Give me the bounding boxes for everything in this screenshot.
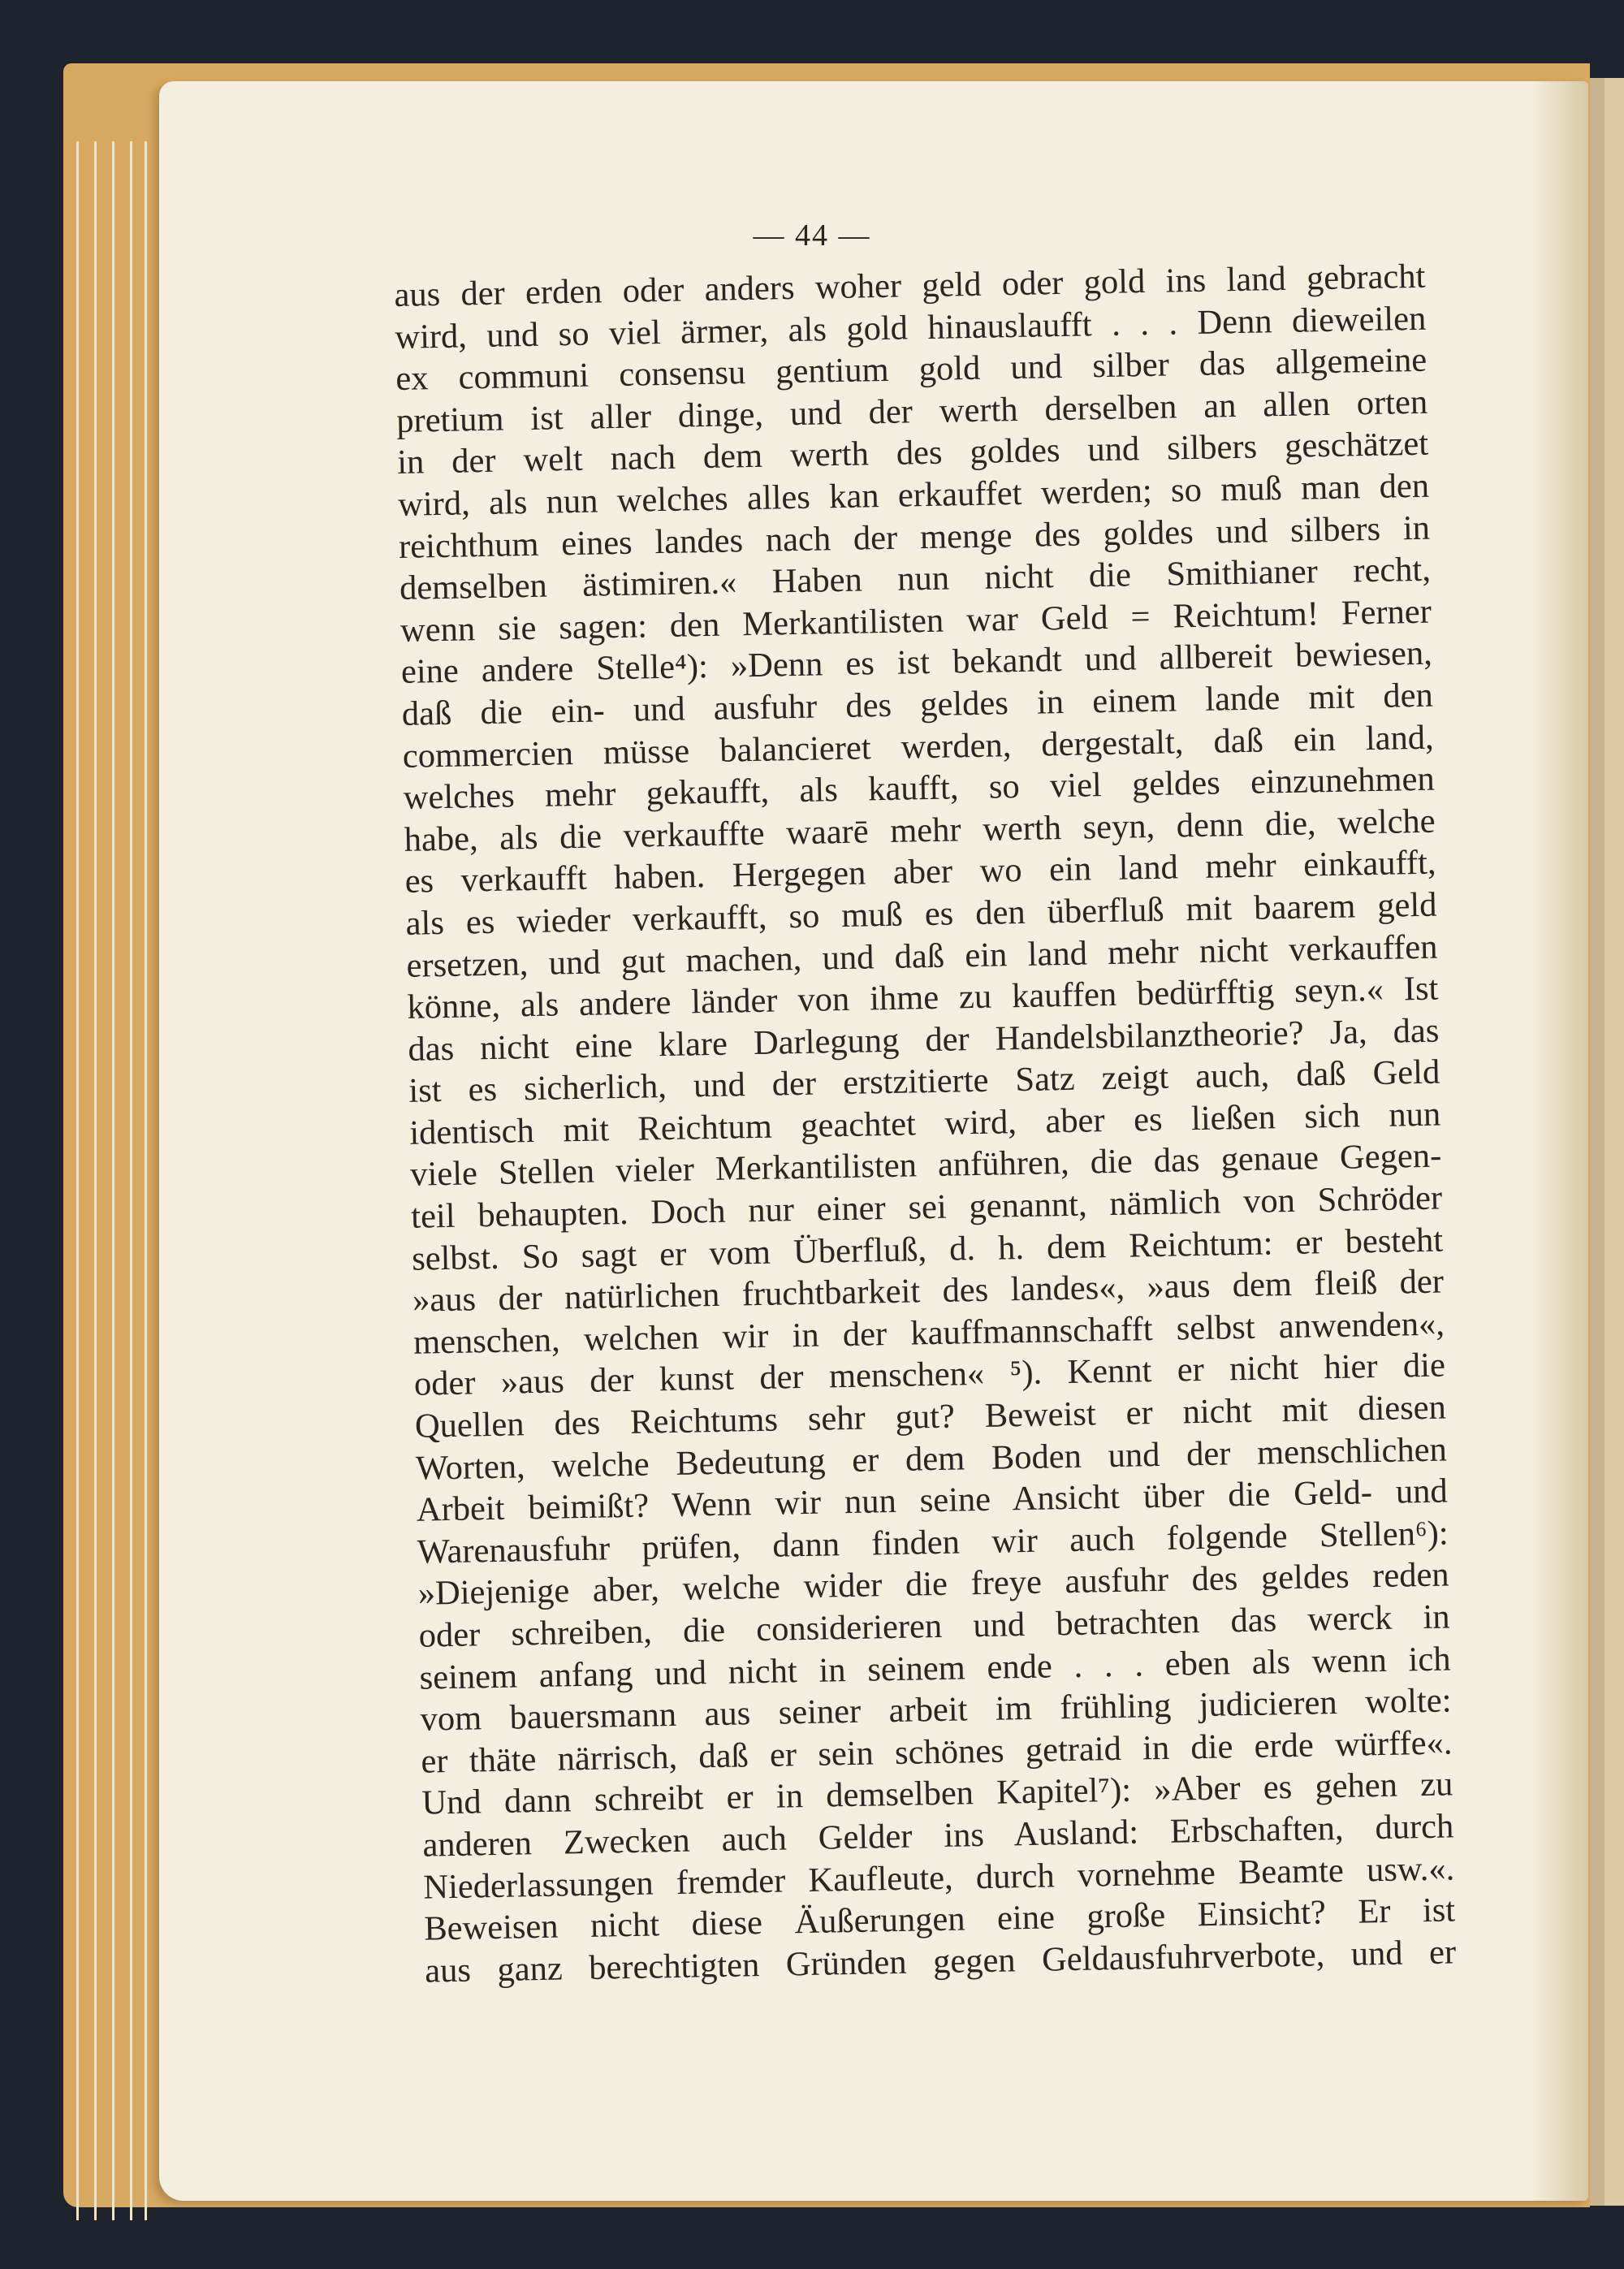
text-line: aus der erden oder anders woher geld oder gold ins land gebracht xyxy=(394,257,1426,314)
text-line: seinem anfang und nicht in seinem ende . . . eben als wenn ich xyxy=(419,1640,1451,1697)
text-line: wird, als nun welches alles kan erkauffet werden; so muß man den xyxy=(397,466,1430,524)
text-line: könne, als andere länder von ihme zu kauffen bedürfftig seyn.« Ist xyxy=(407,969,1439,1026)
text-line: Worten, welche Bedeutung er dem Boden und der menschlichen xyxy=(415,1430,1448,1488)
text-line: ist es sicherlich, und der erstzitierte Satz zeigt auch, daß Geld xyxy=(408,1052,1440,1111)
text-line: pretium ist aller dinge, und der werth derselben an allen orten xyxy=(395,382,1428,440)
text-line: Beweisen nicht diese Äußerungen eine große Einsicht? Er ist xyxy=(423,1891,1456,1948)
text-line: vom bauersmann aus seiner arbeit im frühling judicieren wolte: xyxy=(420,1681,1452,1739)
text-line: demselben ästimiren.« Haben nun nicht die Smithianer recht, xyxy=(399,550,1432,608)
text-line: reichthum eines landes nach der menge des goldes und silbers in xyxy=(398,508,1431,566)
text-line: menschen, welchen wir in der kauffmannschafft selbst anwenden«, xyxy=(412,1304,1445,1362)
text-line: das nicht eine klare Darlegung der Handelsbilanztheorie? Ja, das xyxy=(408,1011,1440,1069)
text-line: identisch mit Reichtum geachtet wird, aber es ließen sich nun xyxy=(408,1095,1441,1152)
text-line: Niederlassungen fremder Kaufleute, durch vornehme Beamte usw.«. xyxy=(422,1848,1455,1907)
gutter-shadow xyxy=(1531,81,1588,2201)
page-edge-line xyxy=(112,141,114,2220)
page-number-header: — 44 — xyxy=(753,218,871,253)
text-line: wird, und so viel ärmer, als gold hinauslaufft . . . Denn dieweilen xyxy=(394,299,1427,357)
text-line: anderen Zwecken auch Gelder ins Ausland: Erbschaften, durch xyxy=(422,1807,1454,1865)
text-line: aus ganz berechtigten Gründen gegen Geldausfuhrverbote, und er xyxy=(424,1933,1457,1990)
text-line: es verkaufft haben. Hergegen aber wo ein land mehr einkaufft, xyxy=(404,843,1436,901)
page-edge-line xyxy=(145,141,147,2220)
page-edge-line xyxy=(130,141,132,2220)
text-line: ex communi consensu gentium gold und silber das allgemeine xyxy=(395,340,1427,399)
text-line: Quellen des Reichtums sehr gut? Beweist er nicht mit diesen xyxy=(414,1388,1447,1446)
text-line: »aus der natürlichen fruchtbarkeit des landes«, »aus dem fleiß der xyxy=(412,1262,1445,1320)
text-line: als es wieder verkaufft, so muß es den überfluß mit baarem geld xyxy=(405,885,1437,943)
text-line: Warenausfuhr prüfen, dann finden wir auch folgende Stellen⁶): xyxy=(417,1514,1449,1571)
text-line: selbst. So sagt er vom Überfluß, d. h. dem Reichtum: er besteht xyxy=(411,1221,1444,1278)
text-line: er thäte närrisch, daß er sein schönes getraid in die erde würffe«. xyxy=(421,1723,1453,1781)
text-line: eine andere Stelle⁴): »Denn es ist bekandt und allbereit bewiesen, xyxy=(400,633,1433,692)
text-line: habe, als die verkauffte waarē mehr werth seyn, denn die, welche xyxy=(404,802,1436,859)
text-line: viele Stellen vieler Merkantilisten anführen, die das genaue Gegen- xyxy=(409,1137,1442,1195)
page-edge-line xyxy=(76,141,79,2220)
text-line: welches mehr gekaufft, als kaufft, so viel geldes einzunehmen xyxy=(403,759,1436,818)
facing-page-edge-inner xyxy=(1605,78,1624,2206)
text-line: ersetzen, und gut machen, und daß ein land mehr nicht verkauffen xyxy=(406,927,1438,985)
text-line: oder schreiben, die considerieren und betrachten das werck in xyxy=(418,1597,1450,1655)
body-text xyxy=(394,256,1457,1992)
text-line: in der welt nach dem werth des goldes und silbers geschätzet xyxy=(396,425,1429,482)
text-line: wenn sie sagen: den Merkantilisten war Geld = Reichtum! Ferner xyxy=(400,592,1432,650)
text-line: commercien müsse balancieret werden, dergestalt, daß ein land, xyxy=(402,718,1435,776)
page-edge-line xyxy=(94,141,97,2220)
text-line: Und dann schreibt er in demselben Kapitel⁷): »Aber es gehen zu xyxy=(421,1765,1453,1823)
text-line: teil behaupten. Doch nur einer sei genannt, nämlich von Schröder xyxy=(410,1178,1443,1236)
text-line: oder »aus der kunst der menschen« ⁵). Kennt er nicht hier die xyxy=(413,1346,1446,1404)
text-line: daß die ein- und ausfuhr des geldes in einem lande mit den xyxy=(401,676,1434,733)
text-line: Arbeit beimißt? Wenn wir nun seine Ansicht über die Geld- und xyxy=(416,1472,1449,1529)
text-line: »Diejenige aber, welche wider die freye ausfuhr des geldes reden xyxy=(417,1555,1449,1614)
